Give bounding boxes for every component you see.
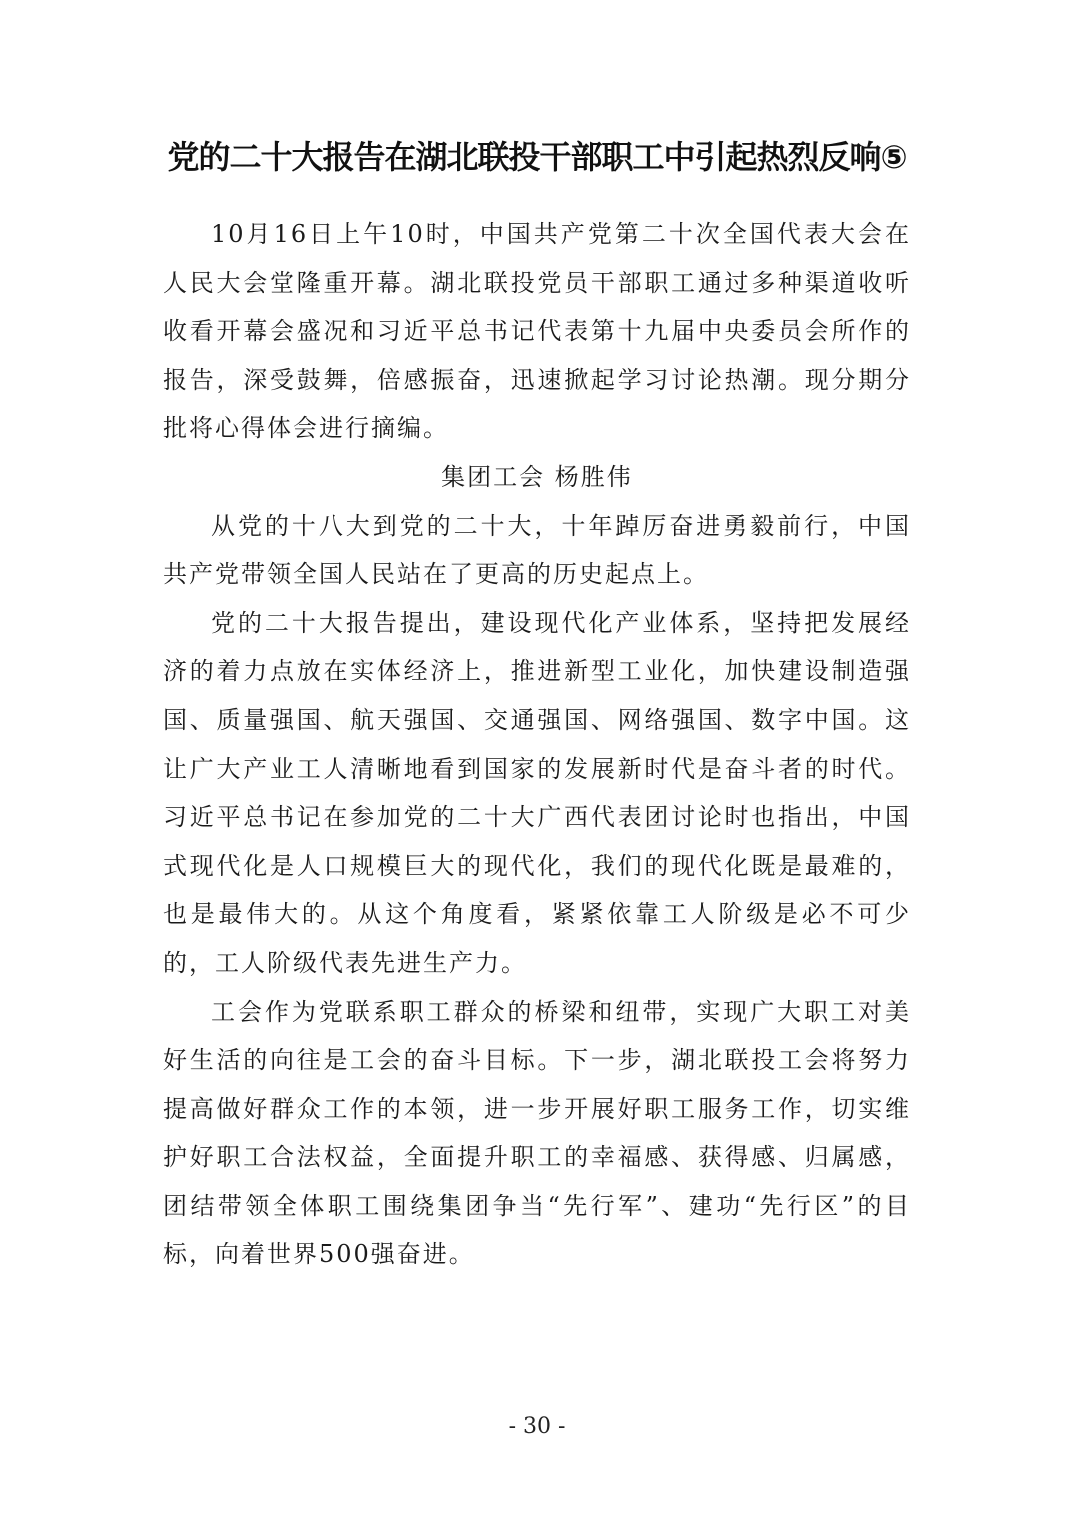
body-paragraph-3: 工会作为党联系职工群众的桥梁和纽带，实现广大职工对美好生活的向往是工会的奋斗目标。下一步，湖北联投工会将努力提高做好群众工作的本领，进一步开展好职工服务工作，切实维护好职工合法权益，全面提升职工的幸福感、获得感、归属感，团结带领全体职工围绕集团争当“先行军”、建功“先行区”的目标，向着世界500强奋进。 [163,997,911,1269]
article-body [163,210,911,1279]
body-paragraph-2: 党的二十大报告提出，建设现代化产业体系，坚持把发展经济的着力点放在实体经济上，推进新型工业化，加快建设制造强国、质量强国、航天强国、交通强国、网络强国、数字中国。这让广大产业工人清晰地看到国家的发展新时代是奋斗者的时代。习近平总书记在参加党的二十大广西代表团讨论时也指出，中国式现代化是人口规模巨大的现代化，我们的现代化既是最难的，也是最伟大的。从这个角度看，紧紧依靠工人阶级是必不可少的，工人阶级代表先进生产力。 [163,608,911,977]
body-paragraph-1: 从党的十八大到党的二十大，十年踔厉奋进勇毅前行，中国共产党带领全国人民站在了更高的历史起点上。 [163,511,911,589]
page-title: 党的二十大报告在湖北联投干部职工中引起热烈反响⑤ [167,138,907,176]
author-line: 集团工会 杨胜伟 [441,462,633,491]
page-number: - 30 - [508,1414,566,1439]
intro-paragraph: 10月16日上午10时，中国共产党第二十次全国代表大会在人民大会堂隆重开幕。湖北联投党员干部职工通过多种渠道收听收看开幕会盛况和习近平总书记代表第十九届中央委员会所作的报告，深受鼓舞，倍感振奋，迅速掀起学习讨论热潮。现分期分批将心得体会进行摘编。 [163,220,911,443]
